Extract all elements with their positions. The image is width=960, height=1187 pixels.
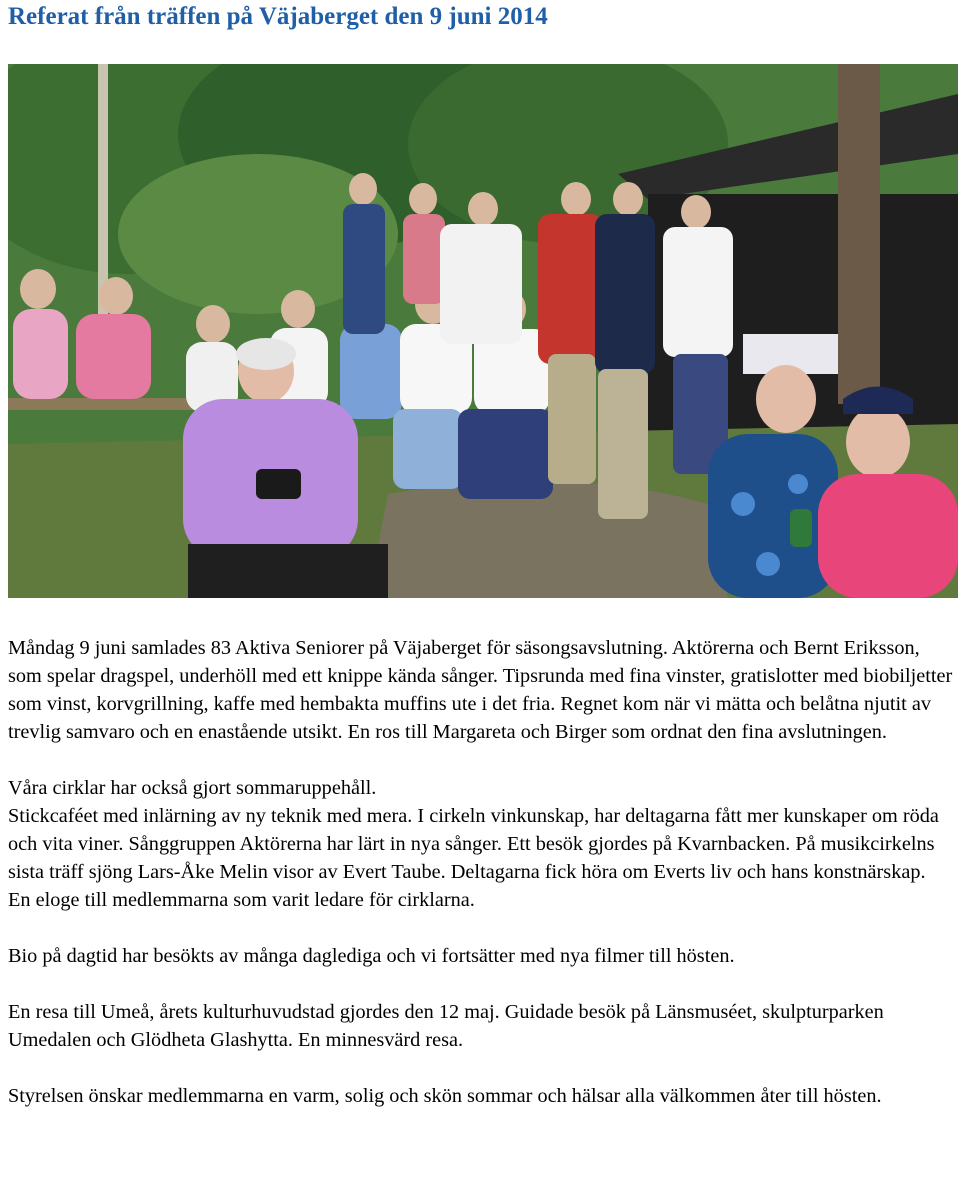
paragraph-eloge: En eloge till medlemmarna som varit ledare för cirklarna.	[8, 889, 475, 911]
paragraph-circles: Stickcaféet med inlärning av ny teknik med mera. I cirkeln vinkunskap, har deltagarna fått mer kunskaper om röda och vita viner. Sånggruppen Aktörerna har lärt in nya sånger. Ett besök gjordes på Kvarnbacken. På musikcirkelns sista träff sjöng Lars-Åke Melin visor av Evert Taube. Deltagarna fick höra om Everts liv och hans konstnärskap.	[8, 805, 939, 883]
page-title: Referat från träffen på Väjaberget den 9 juni 2014	[8, 3, 548, 30]
paragraph-trip: En resa till Umeå, årets kulturhuvudstad gjordes den 12 maj. Guidade besök på Länsmuséet, skulpturparken Umedalen och Glödheta Glashytta. En minnesvärd resa.	[8, 1001, 884, 1051]
group-photo	[8, 64, 958, 598]
paragraph-intro: Måndag 9 juni samlades 83 Aktiva Seniorer på Väjaberget för säsongsavslutning. Aktörerna och Bernt Eriksson, som spelar dragspel, underhöll med ett knippe kända sånger. Tipsrunda med fina vinster, gratislotter med biobiljetter som vinst, korvgrillning, kaffe med hembakta muffins ute i det fria. Regnet kom när vi mätta och belåtna njutit av trevlig samvaro och en enastående utsikt. En ros till Margareta och Birger som ordnat den fina avslutningen.	[8, 637, 953, 743]
article-body	[8, 634, 958, 1110]
paragraph-circles-heading: Våra cirklar har också gjort sommaruppehåll.	[8, 777, 377, 799]
paragraph-closing: Styrelsen önskar medlemmarna en varm, solig och skön sommar och hälsar alla välkommen åter till hösten.	[8, 1085, 882, 1107]
paragraph-bio: Bio på dagtid har besökts av många daglediga och vi fortsätter med nya filmer till hösten.	[8, 945, 735, 967]
photo-icon	[8, 64, 958, 598]
